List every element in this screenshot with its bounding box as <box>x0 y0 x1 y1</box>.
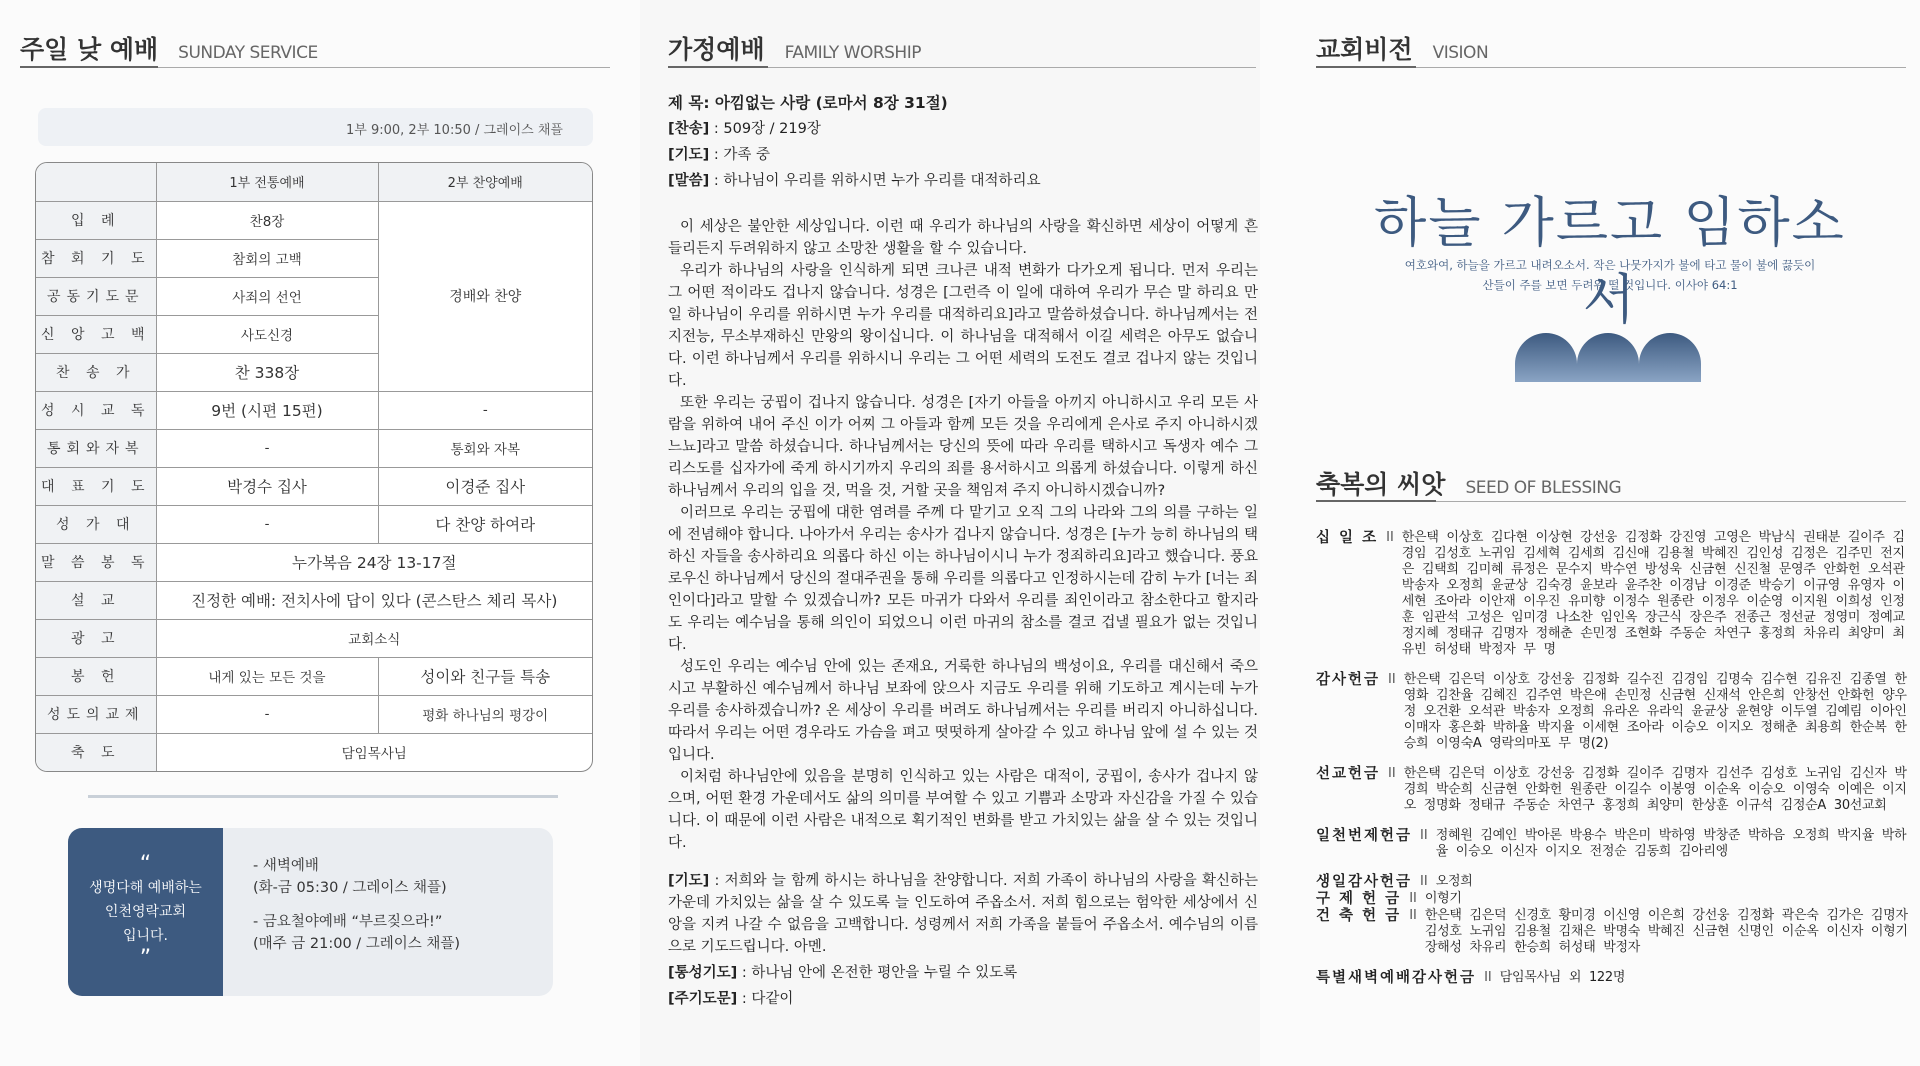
row-value-span: 교회소식 <box>156 619 592 657</box>
closing-prayer-text: : 저희와 늘 함께 하시는 하나님을 찬양합니다. 저희 가족이 하나님의 사랑을 확신하는 가운데 가치있는 삶을 살 수 있도록 늘 인도하여 주옵소서. 저희 힘으로는 험악한 세상에서 신앙을 지켜 나갈 수 없음을 고백합니다. 성령께서 저희 가족을 붙들어 주옵소서. 예수님의 이름으로 기도드립니다. 아멘. <box>668 873 1258 955</box>
slogan-panel <box>68 828 223 996</box>
sermon-subject: 제 목: 아낌없는 사랑 (로마서 8장 31절) <box>668 94 948 112</box>
row-value-1: - <box>156 429 378 467</box>
birthday-group <box>1316 874 1916 890</box>
row-value-2: 이경준 집사 <box>378 467 592 505</box>
thanks-label: 감사헌금 <box>1316 672 1381 688</box>
row-value-1: 내게 있는 모든 것을 <box>156 657 378 695</box>
dawn-service-time: (화-금 05:30 / 그레이스 채플) <box>253 880 447 896</box>
spacer <box>668 196 1258 216</box>
row-value-2-merged: 경배와 찬양 <box>378 201 592 391</box>
paragraph: 또한 우리는 궁핍이 겁나지 않습니다. 성경은 [자기 아들을 아끼지 아니하시고 우리 모든 사람을 위하여 내어 주신 이가 어찌 그 아들과 함께 모든 것을 우리에게 은사로 주지 아니하시겠느뇨]라고 말씀 하셨습니다. 하나님께서는 당신의 뜻에 따라 우리를 택하시고 독생자 예수 그리스도를 십자가에 죽게 하시기까지 우리의 죄를 용서하시고 의롭게 하셨습니다. 이렇게 하신 하나님께서 우리의 입을 것, 먹을 것, 거할 곳을 책임져 주지 아니하시겠습니까? <box>668 395 1258 499</box>
building-names: 한은택 김은덕 신경호 황미경 이신영 이은희 강선웅 김정화 곽은숙 김가은 김명자 김성호 노귀임 김용철 김채은 박명숙 박혜진 신금현 신명인 이순옥 이신자 이형기 장해성 차유리 한승희 허성태 박정자 <box>1424 908 1908 955</box>
row-value-1: - <box>156 505 378 543</box>
col-head-traditional: 1부 전통예배 <box>156 163 378 201</box>
col-head-praise: 2부 찬양예배 <box>378 163 592 201</box>
row-label: 성도의교제 <box>36 695 156 733</box>
row-value-1: 참회의 고백 <box>156 239 378 277</box>
family-header-rule <box>668 66 768 68</box>
thanks-group <box>1316 672 1916 752</box>
row-value-2: 평화 하나님의 평강이 <box>378 695 592 733</box>
relief-label: 구 제 헌 금 <box>1316 891 1402 907</box>
worship-order-table <box>35 162 593 772</box>
mission-label: 선교헌금 <box>1316 766 1381 782</box>
extra-services <box>223 828 460 996</box>
row-label: 설 교 <box>36 581 156 619</box>
row-value-span: 진정한 예배: 전치사에 답이 있다 (콘스탄스 체리 목사) <box>156 581 592 619</box>
row-label: 말 씀 봉 독 <box>36 543 156 581</box>
tithe-group <box>1316 530 1916 658</box>
word-label: [말씀] <box>668 173 710 189</box>
friday-service-time: (매주 금 21:00 / 그레이스 채플) <box>253 936 461 952</box>
blessing-header-rule-thin <box>1436 501 1906 502</box>
table-row <box>36 391 592 429</box>
table-corner <box>36 163 156 201</box>
blessing-list <box>1316 530 1916 1000</box>
arches-icon <box>1515 330 1701 382</box>
dawn-offering-group <box>1316 970 1916 986</box>
row-label: 대 표 기 도 <box>36 467 156 505</box>
sunday-title-ko: 주일 낮 예배 <box>20 35 159 64</box>
separator: II <box>1388 672 1396 687</box>
row-label: 통회와자복 <box>36 429 156 467</box>
tithe-names: 한은택 이상호 김다현 이상현 강선웅 김정화 강진영 고영은 박남식 권태분 길이주 김경임 김성호 노귀임 김세혁 김세희 김신애 김용철 박혜진 김인성 김정은 김주민 전지은 김택희 김미혜 류정은 문수지 박수연 방성욱 신금현 신진철 문영주 안화헌 오석관 박송자 오정희 윤균상 김숙경 윤보라 윤주찬 이경남 이경준 박승기 이규영 유영자 이세현 조아라 이안재 이우진 유미향 이정수 원종란 이정우 이순영 이지원 이희성 인정훈 임관석 고성은 임미경 나소찬 임인옥 장근식 장은주 전종근 정선균 정영미 정예교 정지혜 정태규 김명자 정해춘 손민정 조현화 주동순 차연구 홍정희 차유리 최양미 최유빈 허성태 박정자 무 명 <box>1401 530 1905 657</box>
vision-title-en: VISION <box>1432 43 1489 63</box>
row-label: 성 시 교 독 <box>36 391 156 429</box>
table-row <box>36 619 592 657</box>
prayer-value: : 가족 중 <box>713 147 771 163</box>
thanks-names: 한은택 김은덕 이상호 강선웅 김정화 길수진 김경임 김명숙 김수현 김유진 김종열 한영화 김찬율 김혜진 김주연 박은애 손민정 신금현 신재석 안은희 안창선 안화헌 양우정 오건환 오석관 박송자 오정희 유라온 유라익 윤균상 윤현양 이두열 김예림 이아인 이매자 홍은화 박하율 박지율 이세현 조아라 이승오 이지오 정해춘 최용희 한순복 한승희 이영숙A 영락의마포 무 명(2) <box>1403 672 1907 751</box>
table-row <box>36 467 592 505</box>
unison-prayer-label: [통성기도] <box>668 965 738 981</box>
dawn-service <box>253 855 460 899</box>
family-header-rule-thin <box>768 67 1256 68</box>
first-fruit-label: 일천번제헌금 <box>1316 828 1413 844</box>
blessing-header-rule <box>1316 500 1436 502</box>
row-value-2: 성이와 친구들 특송 <box>378 657 592 695</box>
sunday-header <box>20 30 318 66</box>
building-group <box>1316 908 1916 956</box>
row-label: 공동기도문 <box>36 277 156 315</box>
vision-headline: 하늘 가르고 임하소서 <box>1374 191 1846 331</box>
vision-verse-line: 산들이 주를 보면 두려워 떨 것입니다. 이사야 64:1 <box>1482 278 1738 292</box>
quote-open-icon: “ <box>139 852 152 877</box>
row-value-1: - <box>156 695 378 733</box>
family-header <box>668 30 921 66</box>
row-label: 축 도 <box>36 733 156 771</box>
row-label: 신 앙 고 백 <box>36 315 156 353</box>
spacer <box>668 854 1258 870</box>
row-value-1: 사죄의 선언 <box>156 277 378 315</box>
first-fruit-names: 정혜원 김예인 박아론 박용수 박은미 박하영 박창준 박하음 오정희 박지율 박하율 이승오 이신자 이지오 전정순 김동희 김아리엥 <box>1435 828 1907 859</box>
vision-arches-art <box>1515 330 1701 386</box>
prayer-label: [기도] <box>668 147 710 163</box>
mission-names: 한은택 김은덕 이상호 강선웅 김정화 길이주 김명자 김선주 김성호 노귀임 김신자 박경희 박순희 신금현 안화헌 원종란 이길수 이봉영 이순옥 이승오 이영숙 이예은 이지오 정명화 정태규 주동순 차연구 홍정희 최양미 한상훈 이규석 김정순A 30선교회 <box>1403 766 1907 813</box>
hymn-line <box>668 118 1258 140</box>
unison-prayer-text: : 하나님 안에 온전한 평안을 누릴 수 있도록 <box>741 965 1018 981</box>
slogan-line: 인천영락교회 <box>104 904 187 920</box>
paragraph: 우리가 하나님의 사랑을 인식하게 되면 크나큰 내적 변화가 다가오게 됩니다. 먼저 우리는 그 어떤 적이라도 겁나지 않습니다. 성경은 [그런즉 이 일에 대하여 우리가 무슨 말 하리요 만일 하나님이 우리를 위하시면 누가 우리를 대적하리요]라고 말씀하셨습니다. 하나님께서는 전지전능, 무소부재하신 만왕의 왕이십니다. 이 하나님을 대적해서 이길 세력은 아무도 없습니다. 이런 하나님께서 우리를 위하시니 우리는 그 어떤 세력의 도전도 결코 겁나지 않는 것입니다. <box>668 263 1258 389</box>
row-value-1: 9번 (시편 15편) <box>156 391 378 429</box>
table-row <box>36 733 592 771</box>
mission-group <box>1316 766 1916 814</box>
table-row <box>36 543 592 581</box>
sunday-header-rule-thin <box>158 67 610 68</box>
unison-prayer <box>668 962 1258 984</box>
row-label: 봉 헌 <box>36 657 156 695</box>
family-worship-body <box>668 92 1258 1014</box>
vision-verse-line: 여호와여, 하늘을 가르고 내려오소서. 작은 나뭇가지가 불에 타고 물이 불에 끓듯이 <box>1404 258 1816 272</box>
row-value-span: 누가복음 24장 13-17절 <box>156 543 592 581</box>
sunday-header-rule <box>20 66 158 68</box>
blessing-title-ko: 축복의 씨앗 <box>1316 470 1446 499</box>
separator: II <box>1409 908 1417 923</box>
table-row <box>36 695 592 733</box>
sunday-title-en: SUNDAY SERVICE <box>178 43 318 63</box>
vision-title-ko: 교회비전 <box>1316 35 1413 64</box>
quote-close-icon: ” <box>139 946 152 971</box>
dawn-offering-names: 담임목사님 외 122명 <box>1499 970 1626 985</box>
row-value-2: 통회와 자복 <box>378 429 592 467</box>
lords-prayer-text: : 다같이 <box>741 991 794 1007</box>
building-label: 건 축 헌 금 <box>1316 908 1402 924</box>
family-title-ko: 가정예배 <box>668 35 765 64</box>
prayer-line <box>668 144 1258 166</box>
tithe-label: 십 일 조 <box>1316 530 1379 546</box>
vision-header-rule <box>1316 66 1416 68</box>
hymn-label: [찬송] <box>668 121 710 137</box>
paragraph: 이러므로 우리는 궁핍에 대한 염려를 주께 다 맡기고 오직 그의 나라와 그의 의를 구하는 일에 전념해야 합니다. 나아가서 우리는 송사가 겁나지 않습니다. 성경은 [누가 능히 하나님의 택하신 자들을 송사하리요 의롭다 하신 이는 하나님이시니 누가 정죄하리요]라고 했습니다. 풍요로우신 하나님께서 당신의 절대주권을 통해 우리를 의롭다고 인정하시는데 감히 누가 [너는 죄인이다]라고 말할 수 있겠습니까? 모든 마귀가 다와서 우리를 죄인이라고 참소한다고 할지라도 우리는 예수님을 통해 의인이 되었으니 이런 마귀의 참소를 결코 겁낼 필요가 없는 것입니다. <box>668 505 1258 653</box>
row-label: 광 고 <box>36 619 156 657</box>
vision-header-rule-thin <box>1416 67 1906 68</box>
word-line <box>668 170 1258 192</box>
birthday-label: 생일감사헌금 <box>1316 874 1413 890</box>
row-value-1: 찬8장 <box>156 201 378 239</box>
separator: II <box>1409 891 1417 906</box>
separator: II <box>1388 766 1396 781</box>
table-row <box>36 429 592 467</box>
table-row <box>36 657 592 695</box>
lords-prayer <box>668 988 1258 1010</box>
row-value-span: 담임목사님 <box>156 733 592 771</box>
row-value-1: 찬 338장 <box>156 353 378 391</box>
row-label: 성 가 대 <box>36 505 156 543</box>
row-value-1: 박경수 집사 <box>156 467 378 505</box>
left-divider <box>88 795 558 798</box>
blessing-title-en: SEED OF BLESSING <box>1465 478 1622 498</box>
first-fruit-group <box>1316 828 1916 860</box>
table-header-row <box>36 163 592 201</box>
row-value-1: 사도신경 <box>156 315 378 353</box>
blessing-header <box>1316 465 1621 501</box>
row-value-2: - <box>378 391 592 429</box>
separator: II <box>1420 828 1428 843</box>
hymn-value: : 509장 / 219장 <box>713 121 821 137</box>
worship-info-box <box>68 828 553 996</box>
dawn-offering-label: 특별새벽예배감사헌금 <box>1316 970 1477 986</box>
slogan-line: 생명다해 예배하는 <box>89 880 202 896</box>
friday-service <box>253 911 460 955</box>
paragraph: 성도인 우리는 예수님 안에 있는 존재요, 거룩한 하나님의 백성이요, 우리를 대신해서 죽으시고 부활하신 예수님께서 하나님 보좌에 앉으사 지금도 우리를 위해 기도하고 계시는데 누가 우리를 송사하겠습니까? 온 세상이 우리를 버려도 하나님께서는 우리를 버리지 아니하십니다. 따라서 우리는 어떤 경우라도 가슴을 펴고 떳떳하게 살아갈 수 있고 하나님 앞에 설 수 있는 것입니다. <box>668 659 1258 763</box>
row-value-2: 다 찬양 하여라 <box>378 505 592 543</box>
separator: II <box>1420 874 1428 889</box>
separator: II <box>1484 970 1492 985</box>
relief-names: 이형기 <box>1424 891 1462 906</box>
service-times-banner: 1부 9:00, 2부 10:50 / 그레이스 채플 <box>38 108 593 146</box>
paragraph: 이처럼 하나님안에 있음을 분명히 인식하고 있는 사람은 대적이, 궁핍이, 송사가 겁나지 않으며, 어떤 환경 가운데서도 삶의 의미를 부여할 수 있고 기쁨과 소망과 자신감을 가질 수 있습니다. 이 때문에 이런 사람은 내적으로 획기적인 변화를 받고 가치있는 삶을 살 수 있는 것입니다. <box>668 769 1258 851</box>
lords-prayer-label: [주기도문] <box>668 991 738 1007</box>
closing-prayer-label: [기도] <box>668 873 710 889</box>
family-title-en: FAMILY WORSHIP <box>784 43 921 63</box>
vision-verse <box>1380 255 1840 295</box>
row-label: 입 례 <box>36 201 156 239</box>
vision-header <box>1316 30 1488 66</box>
separator: II <box>1386 530 1394 545</box>
table-row <box>36 505 592 543</box>
table-row <box>36 581 592 619</box>
word-value: : 하나님이 우리를 위하시면 누가 우리를 대적하리요 <box>713 173 1041 189</box>
birthday-names: 오정희 <box>1435 874 1473 889</box>
relief-group <box>1316 891 1916 907</box>
dawn-service-title: - 새벽예배 <box>253 858 319 874</box>
closing-prayer <box>668 870 1258 958</box>
friday-service-title: - 금요철야예배 “부르짖으라!” <box>253 914 443 930</box>
table-row <box>36 201 592 239</box>
slogan-line: 입니다. <box>122 928 169 944</box>
row-label: 찬 송 가 <box>36 353 156 391</box>
paragraph: 이 세상은 불안한 세상입니다. 이런 때 우리가 하나님의 사랑을 확신하면 세상이 어떻게 흔들리든지 두려워하지 않고 소망찬 생활을 할 수 있습니다. <box>668 219 1258 257</box>
row-label: 참 회 기 도 <box>36 239 156 277</box>
